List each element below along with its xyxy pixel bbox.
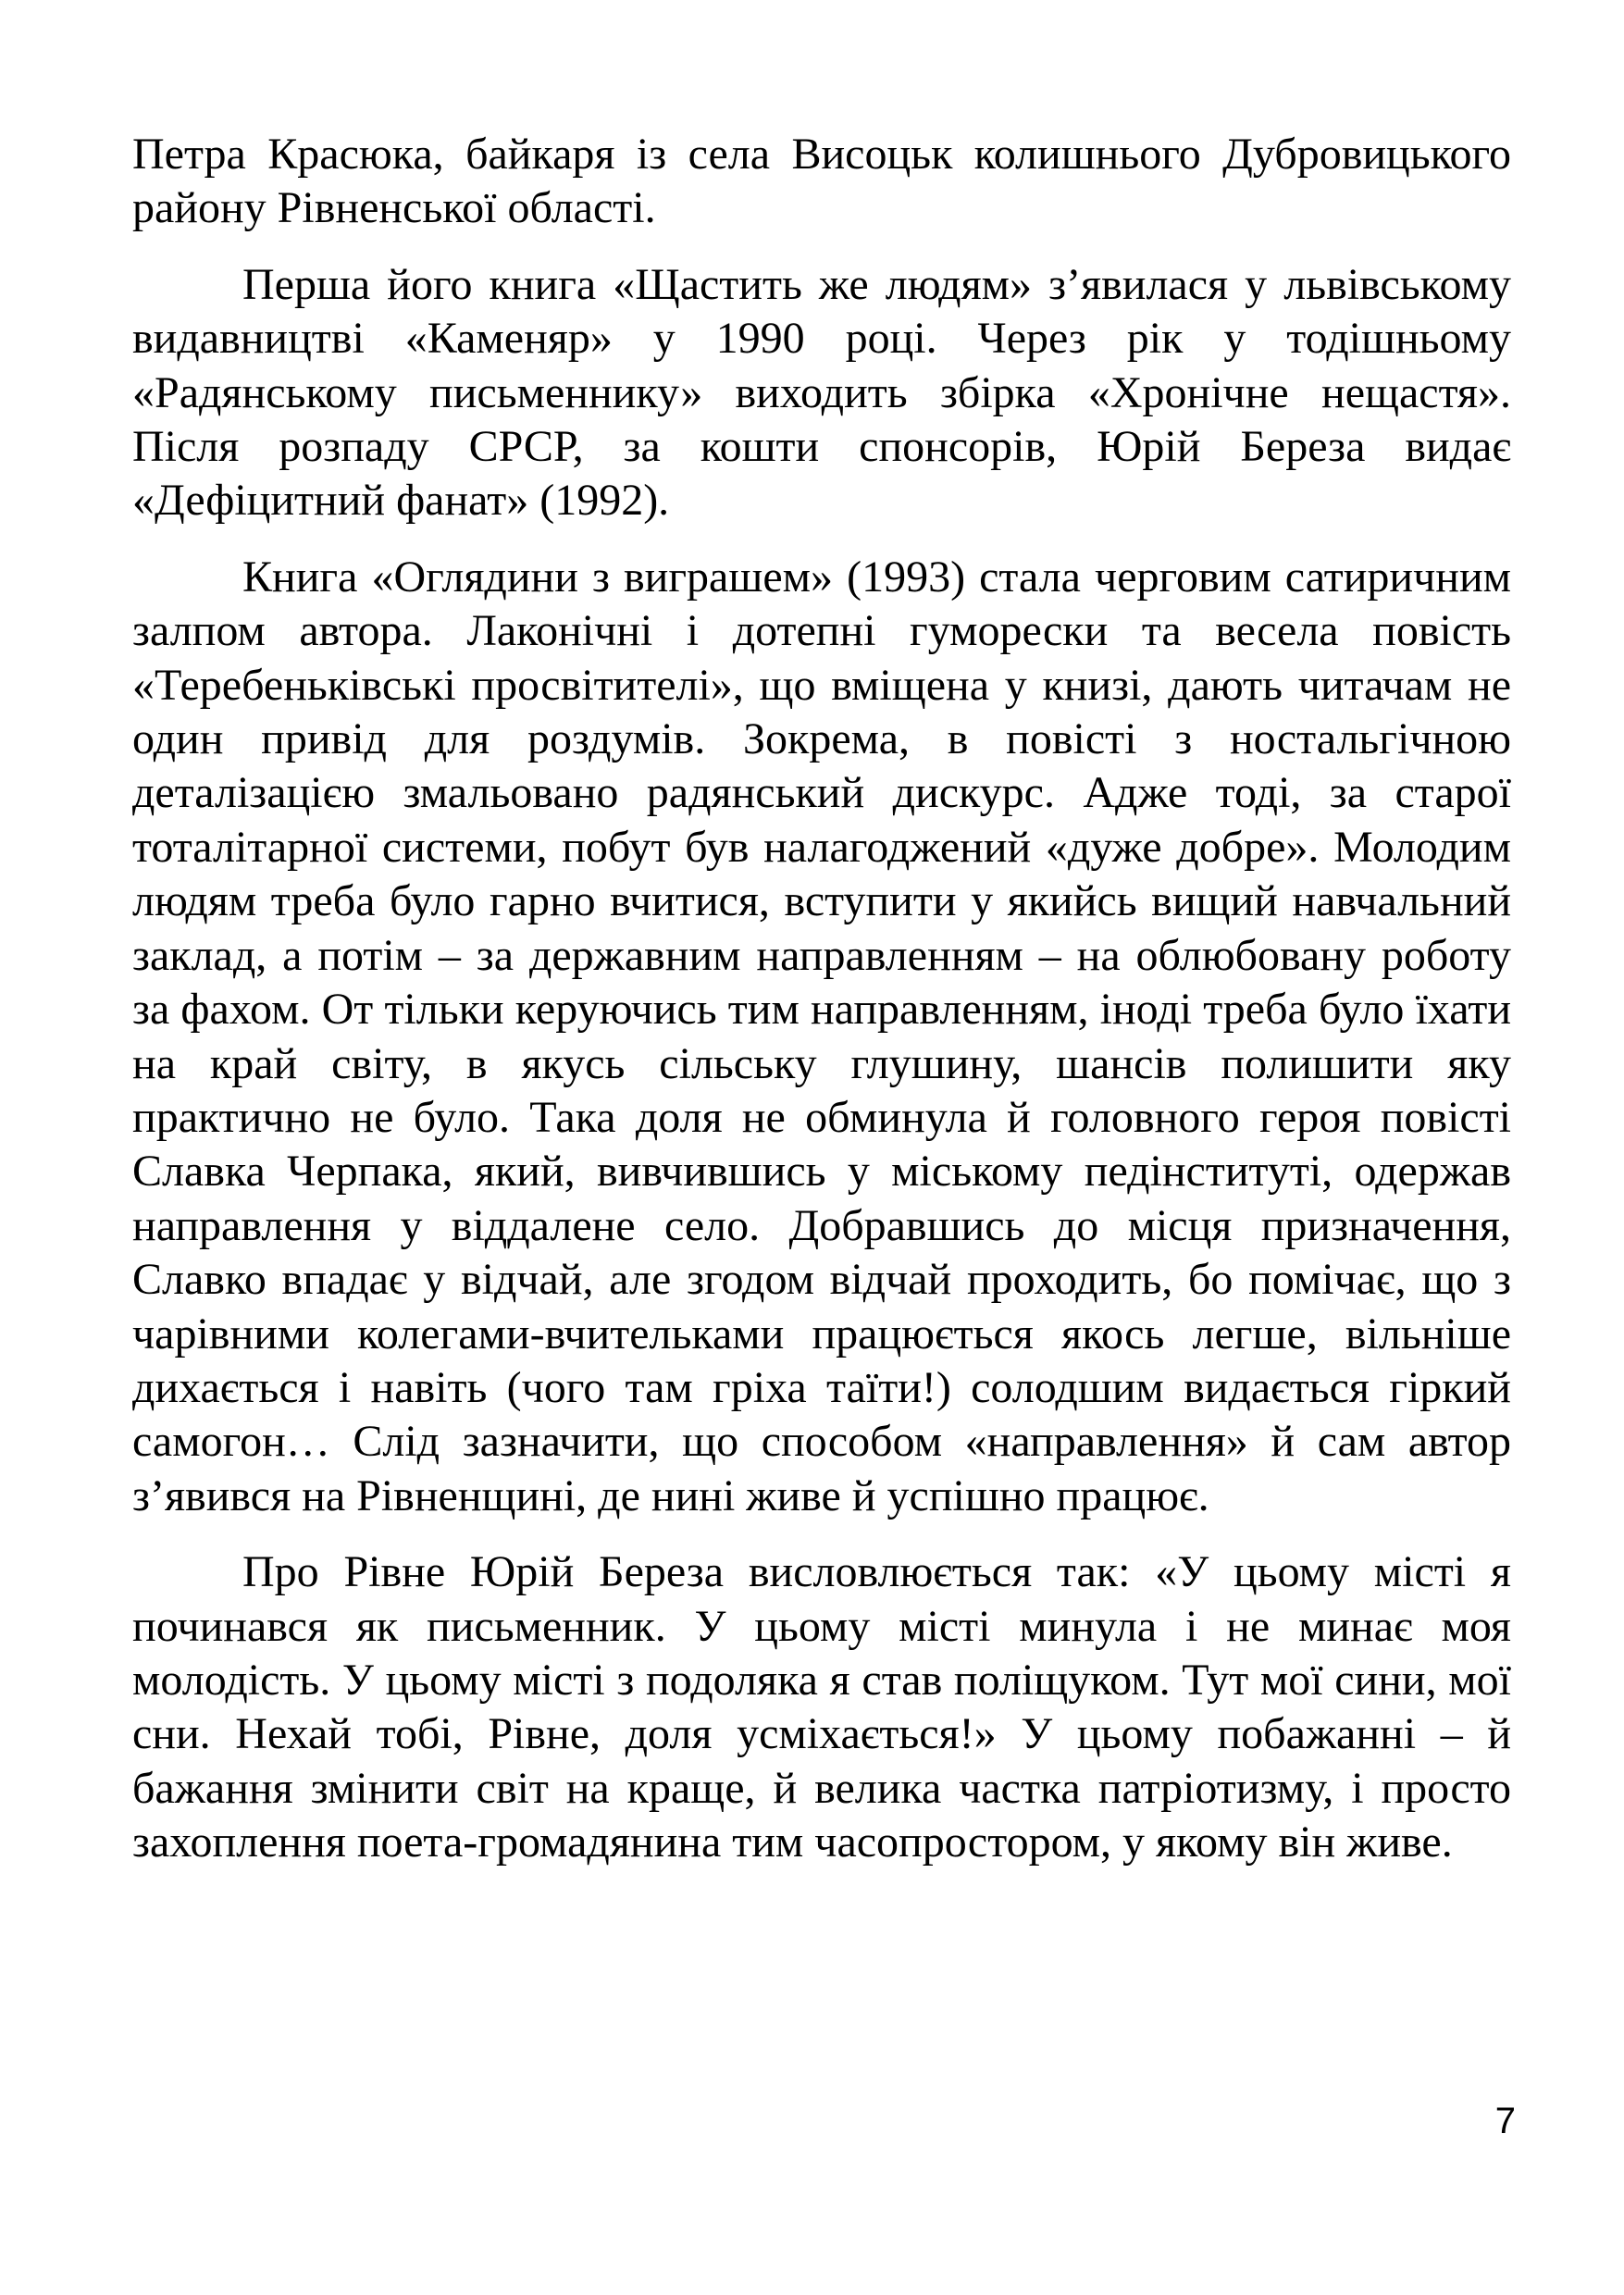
- paragraph-3: Книга «Оглядини з виграшем» (1993) стала черговим сатиричним залпом автора. Лаконічні і дотепні гуморески та весела повість «Теребеньківські просвітителі», що вміщена у книзі, дають читачам не один привід для роздумів. Зокрема, в повісті з ностальгічною деталізацією змальовано радянський дискурс. Адже тоді, за старої тоталітарної системи, побут був налагоджений «дуже добре». Молодим людям треба було гарно вчитися, вступити у якийсь вищий навчальний заклад, а потім – за державним направленням – на облюбовану роботу за фахом. От тільки керуючись тим направленням, іноді треба було їхати на край світу, в якусь сільську глушину, шансів полишити яку практично не було. Така доля не обминула й головного героя повісті Славка Черпака, який, вивчившись у міському педінституті, одержав направлення у віддалене село. Добравшись до місця призначення, Славко впадає у відчай, але згодом відчай проходить, бо помічає, що з чарівними колегами-вчительками працюється якось легше, вільніше дихається і навіть (чого там гріха таїти!) солодшим видається гіркий самогон… Слід зазначити, що способом «направлення» й сам автор з’явився на Рівненщині, де нині живе й успішно працює.: [132, 552, 1511, 1520]
- document-body: [132, 128, 1511, 1892]
- paragraph-2: Перша його книга «Щастить же людям» з’явилася у львівському видавництві «Каменяр» у 1990 році. Через рік у тодішньому «Радянському письменнику» виходить збірка «Хронічне нещастя». Після розпаду СРСР, за кошти спонсорів, Юрій Береза видає «Дефіцитний фанат» (1992).: [132, 259, 1511, 526]
- paragraph-4: Про Рівне Юрій Береза висловлюється так: «У цьому місті я починався як письменник. У цьому місті минула і не минає моя молодість. У цьому місті з подоляка я став поліщуком. Тут мої сини, мої сни. Нехай тобі, Рівне, доля усміхається!» У цьому побажанні – й бажання змінити світ на краще, й велика частка патріотизму, і просто захоплення поета-громадянина тим часопростором, у якому він живе.: [132, 1547, 1511, 1867]
- page-number: 7: [1494, 2101, 1516, 2141]
- paragraph-1: Петра Красюка, байкаря із села Висоцьк колишнього Дубровицького району Рівненської області.: [132, 130, 1511, 233]
